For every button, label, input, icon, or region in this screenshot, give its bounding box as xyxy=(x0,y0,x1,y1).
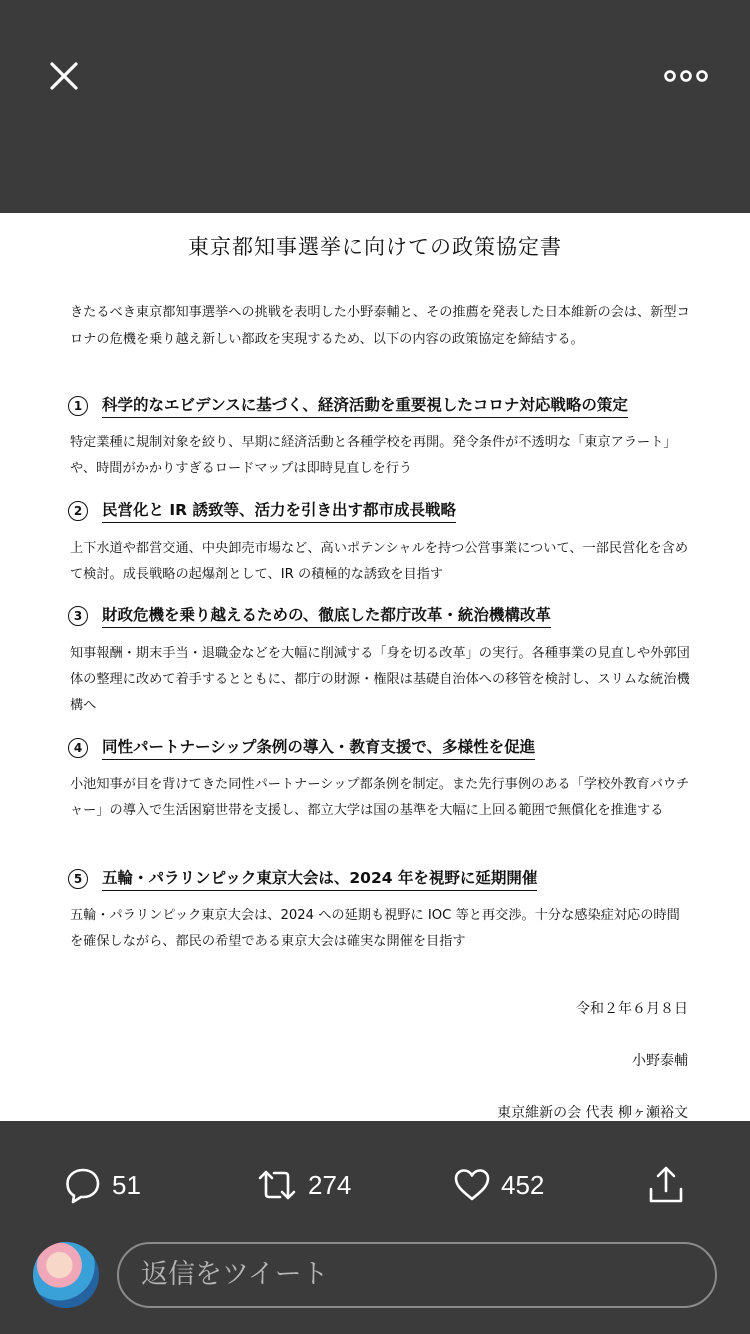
like-count: 452 xyxy=(501,1169,545,1200)
section-number: 5 xyxy=(68,869,88,889)
document-intro: きたるべき東京都知事選挙への挑戦を表明した小野泰輔と、その推薦を発表した日本維新の会は、新型コロナの危機を乗り越え新しい都政を実現するため、以下の内容の政策協定を締結する。 xyxy=(70,305,690,347)
reply-icon xyxy=(64,1166,102,1204)
section-body: 特定業種に規制対象を絞り、早期に経済活動と各種学校を再開。発令条件が不透明な「東京アラート」や、時間がかかりすぎるロードマップは即時見直しを行う xyxy=(70,435,677,476)
section-heading xyxy=(68,866,708,891)
section-heading-text: 五輪・パラリンピック東京大会は、2024 年を視野に延期開催 xyxy=(102,866,537,891)
reply-input[interactable]: 返信をツイート xyxy=(117,1242,717,1308)
retweet-icon xyxy=(256,1166,298,1204)
section-body: 小池知事が目を背けてきた同性パートナーシップ都条例を制定。また先行事例のある「学校外教育バウチャー」の導入で生活困窮世帯を支援し、都立大学は国の基準を大幅に上回る範囲で無償化を推進する xyxy=(70,777,690,818)
close-button[interactable] xyxy=(42,54,86,98)
document-date: 令和２年６月８日 xyxy=(576,1001,688,1017)
document-title: 東京都知事選挙に向けての政策協定書 xyxy=(188,235,562,259)
section-heading xyxy=(68,603,708,628)
heart-icon xyxy=(453,1166,491,1204)
tweet-action-bar xyxy=(0,1121,750,1334)
share-button[interactable] xyxy=(646,1163,686,1207)
signer-organization: 東京維新の会 代表 柳ヶ瀬裕文 xyxy=(497,1105,688,1121)
reply-count: 51 xyxy=(112,1169,141,1200)
section-heading xyxy=(68,393,708,418)
section-heading-text: 財政危機を乗り越えるための、徹底した都庁改革・統治機構改革 xyxy=(102,603,551,628)
viewer-top-bar xyxy=(0,0,750,213)
section-number: 4 xyxy=(68,738,88,758)
close-icon xyxy=(42,54,86,98)
retweet-count: 274 xyxy=(308,1169,352,1200)
section-number: 3 xyxy=(68,606,88,626)
section-heading-text: 民営化と IR 誘致等、活力を引き出す都市成長戦略 xyxy=(102,498,456,523)
section-heading-text: 同性パートナーシップ条例の導入・教育支援で、多様性を促進 xyxy=(102,735,535,760)
section-body: 上下水道や都営交通、中央卸売市場など、高いポテンシャルを持つ公営事業について、一部民営化を含めて検討。成長戦略の起爆剤として、IR の積極的な誘致を目指す xyxy=(70,541,689,582)
section-body: 知事報酬・期末手当・退職金などを大幅に削減する「身を切る改革」の実行。各種事業の見直しや外郭団体の整理に改めて着手するとともに、都庁の財源・権限は基礎自治体への移管を検討し、スリムな統治機構へ xyxy=(70,646,690,713)
document-image xyxy=(0,213,750,1121)
share-icon xyxy=(646,1165,686,1205)
like-button[interactable] xyxy=(453,1163,544,1207)
reply-button[interactable] xyxy=(64,1163,141,1207)
section-heading xyxy=(68,735,708,760)
more-options-button[interactable] xyxy=(660,60,712,92)
section-number: 1 xyxy=(68,396,88,416)
avatar[interactable] xyxy=(33,1242,99,1308)
section-body: 五輪・パラリンピック東京大会は、2024 への延期も視野に IOC 等と再交渉。十分な感染症対応の時間を確保しながら、都民の希望である東京大会は確実な開催を目指す xyxy=(70,908,680,949)
more-icon xyxy=(660,60,712,92)
section-number: 2 xyxy=(68,501,88,521)
section-heading-text: 科学的なエビデンスに基づく、経済活動を重要視したコロナ対応戦略の策定 xyxy=(102,393,628,418)
section-heading xyxy=(68,498,708,523)
retweet-button[interactable] xyxy=(256,1163,351,1207)
signer-name: 小野泰輔 xyxy=(632,1053,688,1069)
